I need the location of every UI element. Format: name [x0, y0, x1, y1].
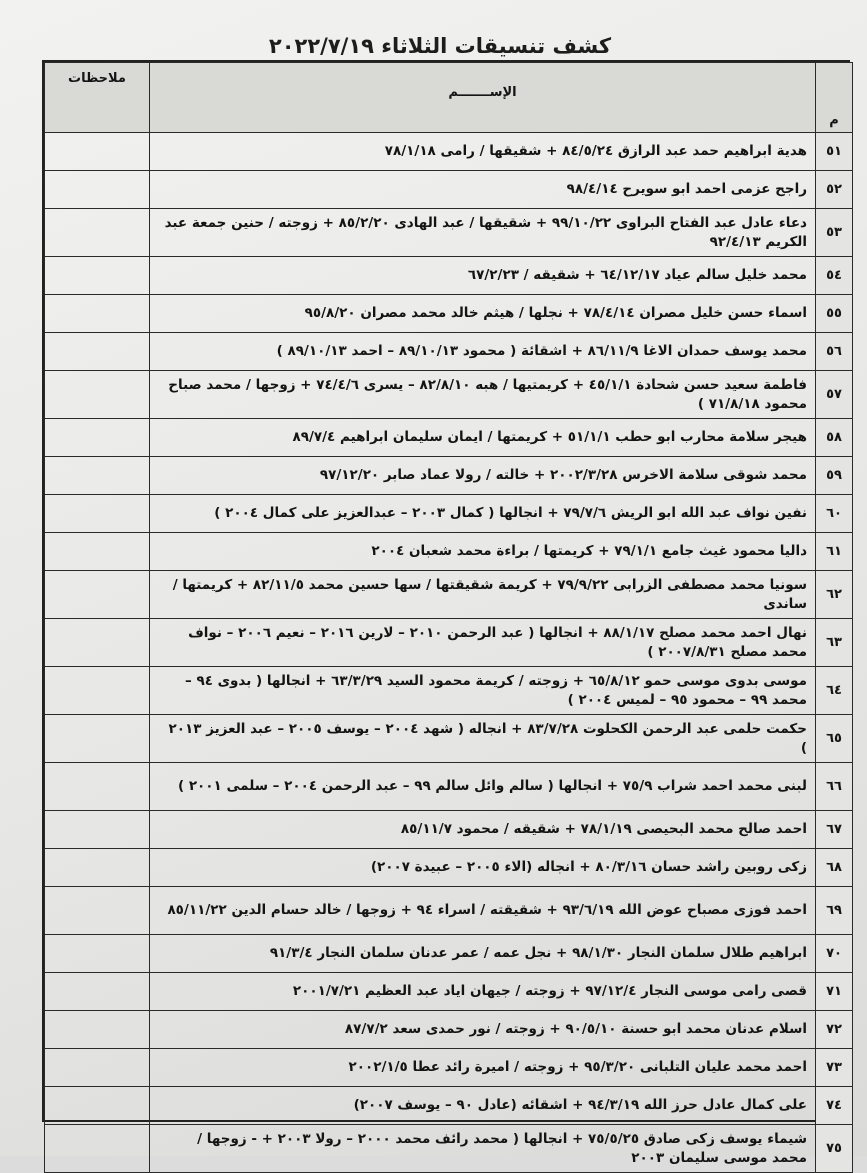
table-row	[45, 1125, 853, 1173]
header-number: م	[816, 63, 853, 133]
row-name: احمد صالح محمد البحيصى ٧٨/١/١٩ + شقيقه / محمود ٨٥/١١/٧	[150, 811, 816, 849]
row-name: على كمال عادل حرز الله ٩٤/٣/١٩ + اشقائه (عادل ٩٠ – يوسف ٢٠٠٧)	[150, 1087, 816, 1125]
row-notes	[45, 419, 150, 457]
table-row	[45, 533, 853, 571]
row-number: ٦٨	[816, 849, 853, 887]
row-notes	[45, 295, 150, 333]
row-notes	[45, 1087, 150, 1125]
table-row	[45, 935, 853, 973]
row-notes	[45, 371, 150, 419]
row-name: احمد فوزى مصباح عوض الله ٩٣/٦/١٩ + شقيقته / اسراء ٩٤ + زوجها / خالد حسام الدين ٨٥/١١/٢٢	[150, 887, 816, 935]
row-notes	[45, 619, 150, 667]
row-notes	[45, 495, 150, 533]
table-row	[45, 295, 853, 333]
table-row	[45, 849, 853, 887]
table-row	[45, 133, 853, 171]
row-name: حكمت حلمى عبد الرحمن الكحلوت ٨٣/٧/٢٨ + انجاله ( شهد ٢٠٠٤ – يوسف ٢٠٠٥ – عبد العزيز ٢٠١٣ )	[150, 715, 816, 763]
page-title: كشف تنسيقات الثلاثاء ٢٠٢٢/٧/١٩	[268, 34, 612, 58]
row-name: نفين نواف عبد الله ابو الريش ٧٩/٧/٦ + انجالها ( كمال ٢٠٠٣ – عبدالعزيز على كمال ٢٠٠٤ )	[150, 495, 816, 533]
row-notes	[45, 333, 150, 371]
row-name: نهال احمد محمد مصلح ٨٨/١/١٧ + انجالها ( عبد الرحمن ٢٠١٠ – لارين ٢٠١٦ – نعيم ٢٠٠٦ – نواف محمد مصلح ٢٠٠٧/٨/٣١ )	[150, 619, 816, 667]
row-number: ٧١	[816, 973, 853, 1011]
row-number: ٧٥	[816, 1125, 853, 1173]
row-number: ٥٤	[816, 257, 853, 295]
row-notes	[45, 887, 150, 935]
row-number: ٥١	[816, 133, 853, 171]
row-name: لبنى محمد احمد شراب ٧٥/٩ + انجالها ( سالم وائل سالم ٩٩ – عبد الرحمن ٢٠٠٤ – سلمى ٢٠٠١ )	[150, 763, 816, 811]
row-name: هيجر سلامة محارب ابو حطب ٥١/١/١ + كريمتها / ايمان سليمان ابراهيم ٨٩/٧/٤	[150, 419, 816, 457]
row-name: شيماء يوسف زكى صادق ٧٥/٥/٢٥ + انجالها ( محمد رائف محمد ٢٠٠٠ – رولا ٢٠٠٣ + - زوجها / محمد موسى سليمان ٢٠٠٣	[150, 1125, 816, 1173]
row-notes	[45, 667, 150, 715]
row-name: راجح عزمى احمد ابو سويرح ٩٨/٤/١٤	[150, 171, 816, 209]
table-row	[45, 667, 853, 715]
row-notes	[45, 171, 150, 209]
schedule-table-frame	[42, 60, 850, 1166]
row-name: محمد يوسف حمدان الاغا ٨٦/١١/٩ + اشقائة ( محمود ٨٩/١٠/١٣ – احمد ٨٩/١٠/١٣ )	[150, 333, 816, 371]
row-notes	[45, 533, 150, 571]
row-number: ٥٨	[816, 419, 853, 457]
schedule-table	[44, 62, 853, 1173]
row-notes	[45, 715, 150, 763]
row-notes	[45, 1125, 150, 1173]
row-number: ٧٤	[816, 1087, 853, 1125]
row-number: ٥٢	[816, 171, 853, 209]
row-notes	[45, 935, 150, 973]
row-number: ٦٥	[816, 715, 853, 763]
row-name: هدية ابراهيم حمد عبد الرازق ٨٤/٥/٢٤ + شقيقها / رامى ٧٨/١/١٨	[150, 133, 816, 171]
row-notes	[45, 1011, 150, 1049]
row-name: موسى بدوى موسى حمو ٦٥/٨/١٢ + زوجته / كريمة محمود السيد ٦٣/٣/٢٩ + انجالها ( بدوى ٩٤ – محمد ٩٩ – محمود ٩٥ – لميس ٢٠٠٤ )	[150, 667, 816, 715]
row-name: قصى رامى موسى النجار ٩٧/١٢/٤ + زوجته / جيهان اياد عبد العظيم ٢٠٠١/٧/٢١	[150, 973, 816, 1011]
row-number: ٦٦	[816, 763, 853, 811]
table-row	[45, 1087, 853, 1125]
row-number: ٧٢	[816, 1011, 853, 1049]
row-name: داليا محمود غيث جامع ٧٩/١/١ + كريمتها / براءة محمد شعبان ٢٠٠٤	[150, 533, 816, 571]
row-name: زكى روبين راشد حسان ٨٠/٣/١٦ + انجاله (الاء ٢٠٠٥ – عبيدة ٢٠٠٧)	[150, 849, 816, 887]
row-number: ٦٧	[816, 811, 853, 849]
table-row	[45, 715, 853, 763]
row-name: محمد خليل سالم عياد ٦٤/١٢/١٧ + شقيقه / ٦٧/٢/٢٣	[150, 257, 816, 295]
table-row	[45, 457, 853, 495]
row-name: سونيا محمد مصطفى الزرابى ٧٩/٩/٢٢ + كريمة شقيقتها / سها حسين محمد ٨٢/١١/٥ + كريمتها / ساندى	[150, 571, 816, 619]
row-notes	[45, 849, 150, 887]
table-row	[45, 887, 853, 935]
row-number: ٥٧	[816, 371, 853, 419]
row-number: ٥٣	[816, 209, 853, 257]
table-header-row	[45, 63, 853, 133]
row-number: ٥٥	[816, 295, 853, 333]
table-row	[45, 811, 853, 849]
table-row	[45, 333, 853, 371]
row-number: ٧٣	[816, 1049, 853, 1087]
table-row	[45, 619, 853, 667]
table-row	[45, 257, 853, 295]
row-notes	[45, 571, 150, 619]
row-number: ٦٤	[816, 667, 853, 715]
row-number: ٦١	[816, 533, 853, 571]
table-row	[45, 371, 853, 419]
header-notes: ملاحظات	[45, 63, 150, 133]
table-row	[45, 419, 853, 457]
row-number: ٦٢	[816, 571, 853, 619]
row-notes	[45, 133, 150, 171]
row-name: محمد شوقى سلامة الاخرس ٢٠٠٢/٣/٢٨ + خالته / رولا عماد صابر ٩٧/١٢/٢٠	[150, 457, 816, 495]
row-number: ٥٩	[816, 457, 853, 495]
row-name: اسماء حسن خليل مصران ٧٨/٤/١٤ + نجلها / هيثم خالد محمد مصران ٩٥/٨/٢٠	[150, 295, 816, 333]
row-name: اسلام عدنان محمد ابو حسنة ٩٠/٥/١٠ + زوجته / نور حمدى سعد ٨٧/٧/٢	[150, 1011, 816, 1049]
table-row	[45, 763, 853, 811]
row-name: دعاء عادل عبد الفتاح البراوى ٩٩/١٠/٢٢ + شقيقها / عبد الهادى ٨٥/٢/٢٠ + زوجته / حنين جمعة عبد الكريم ٩٢/٤/١٣	[150, 209, 816, 257]
row-number: ٧٠	[816, 935, 853, 973]
row-number: ٦٠	[816, 495, 853, 533]
table-row	[45, 1049, 853, 1087]
row-notes	[45, 973, 150, 1011]
row-notes	[45, 811, 150, 849]
table-row	[45, 1011, 853, 1049]
table-body	[45, 133, 853, 1173]
row-notes	[45, 257, 150, 295]
row-notes	[45, 457, 150, 495]
table-row	[45, 209, 853, 257]
table-row	[45, 571, 853, 619]
row-notes	[45, 763, 150, 811]
row-notes	[45, 209, 150, 257]
table-row	[45, 171, 853, 209]
row-number: ٥٦	[816, 333, 853, 371]
row-name: فاطمة سعيد حسن شحادة ٤٥/١/١ + كريمتيها / هبه ٨٢/٨/١٠ – يسرى ٧٤/٤/٦ + زوجها / محمد صباح محمود ٧١/٨/١٨ )	[150, 371, 816, 419]
header-name: الإســـــــم	[150, 63, 816, 133]
row-number: ٦٣	[816, 619, 853, 667]
table-row	[45, 973, 853, 1011]
row-notes	[45, 1049, 150, 1087]
row-number: ٦٩	[816, 887, 853, 935]
table-row	[45, 495, 853, 533]
row-name: احمد محمد عليان التلبانى ٩٥/٣/٢٠ + زوجته / اميرة رائد عطا ٢٠٠٢/١/٥	[150, 1049, 816, 1087]
row-name: ابراهيم طلال سلمان النجار ٩٨/١/٣٠ + نجل عمه / عمر عدنان سلمان النجار ٩١/٣/٤	[150, 935, 816, 973]
